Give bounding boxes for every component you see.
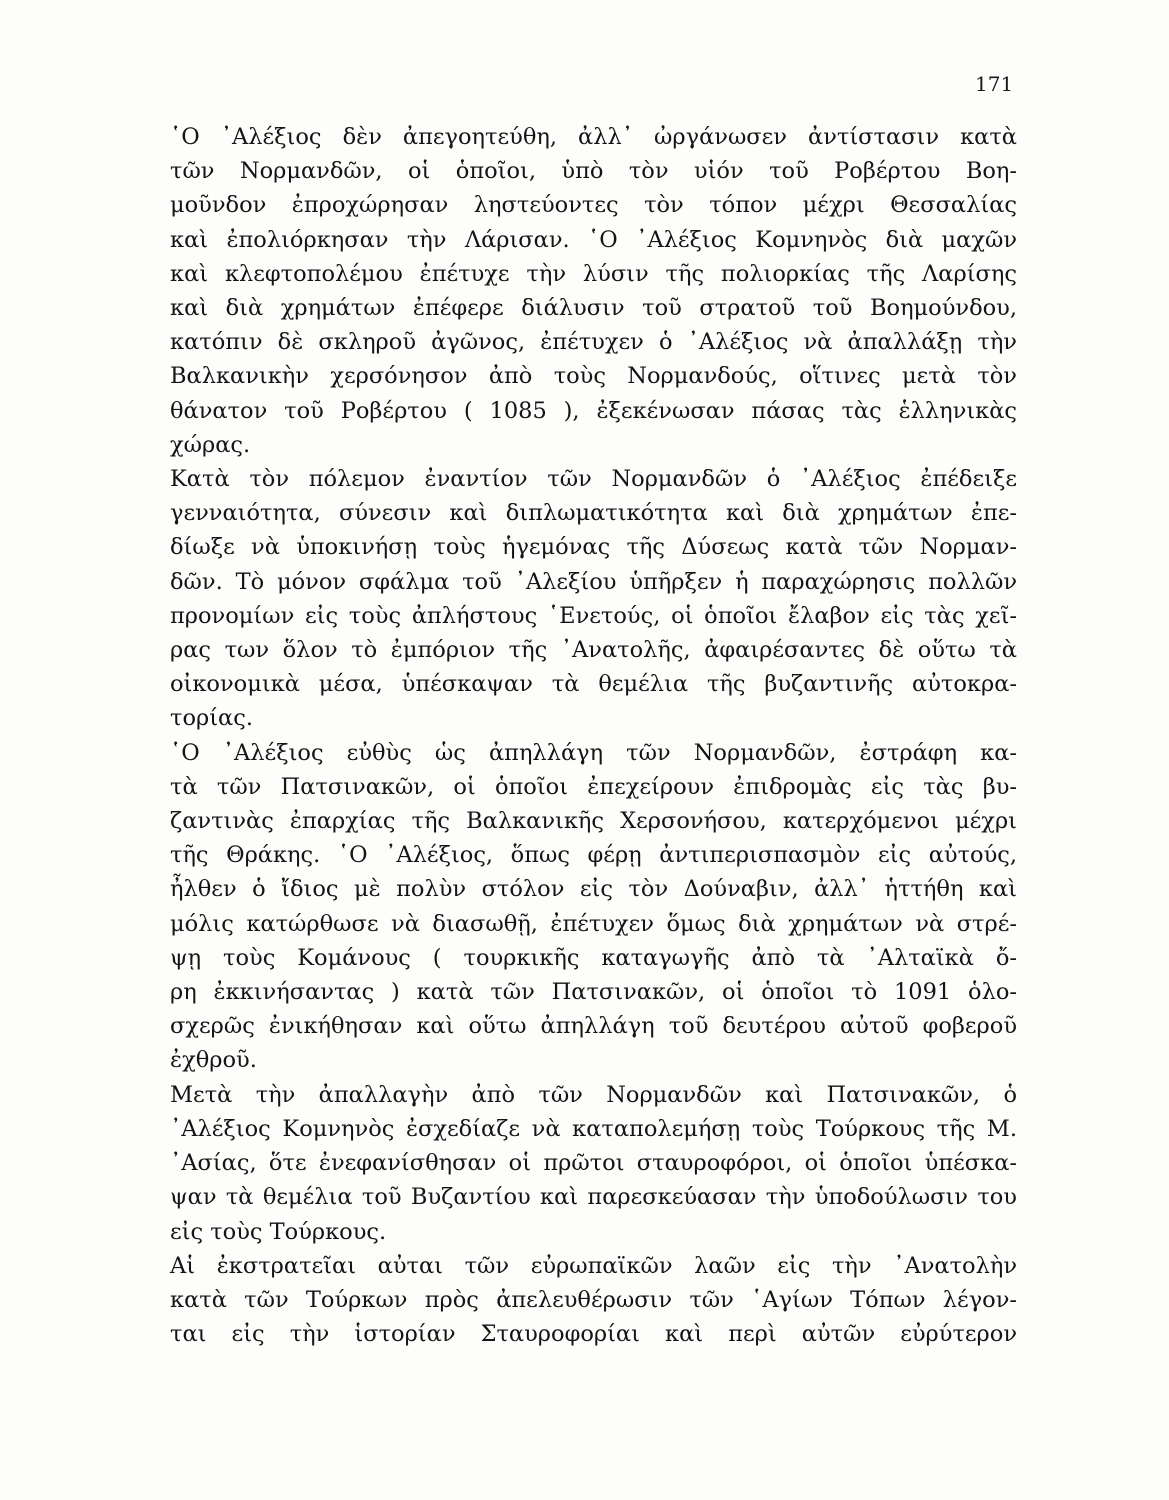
text-line: ῾Ο ᾿Αλέξιος εὐθὺς ὡς ἀπηλλάγη τῶν Νορμανδῶν, ἐστράφη κα- [170, 739, 1017, 766]
text-line: τῆς Θράκης. ῾Ο ᾿Αλέξιος, ὅπως φέρῃ ἀντιπερισπασμὸν εἰς αὐτούς, [170, 842, 1017, 869]
paragraph-3 [112, 736, 1017, 1078]
text-line: τῶν Νορμανδῶν, οἱ ὁποῖοι, ὑπὸ τὸν υἱόν τοῦ Ροβέρτου Βοη- [170, 158, 1017, 185]
text-line: προνομίων εἰς τοὺς ἀπλήστους ῾Ενετούς, οἱ ὁποῖοι ἔλαβον εἰς τὰς χεῖ- [170, 602, 1017, 629]
text-line: ζαντινὰς ἐπαρχίας τῆς Βαλκανικῆς Χερσονήσου, κατερχόμενοι μέχρι [170, 808, 1017, 835]
text-line: μοῦνδον ἐπροχώρησαν ληστεύοντες τὸν τόπον μέχρι Θεσσαλίας [170, 192, 1017, 219]
text-line: ψαν τὰ θεμέλια τοῦ Βυζαντίου καὶ παρεσκεύασαν τὴν ὑποδούλωσιν του [170, 1184, 1017, 1211]
text-line: ἦλθεν ὁ ἴδιος μὲ πολὺν στόλον εἰς τὸν Δούναβιν, ἀλλ᾿ ἡττήθη καὶ [170, 876, 1017, 903]
text-line: καὶ κλεφτοπολέμου ἐπέτυχε τὴν λύσιν τῆς πολιορκίας τῆς Λαρίσης [170, 260, 1017, 287]
text-line: δῶν. Τὸ μόνον σφάλμα τοῦ ᾿Αλεξίου ὑπῆρξεν ἡ παραχώρησις πολλῶν [170, 568, 1017, 595]
text-line: ᾿Ασίας, ὅτε ἐνεφανίσθησαν οἱ πρῶτοι σταυροφόροι, οἱ ὁποῖοι ὑπέσκα- [170, 1150, 1017, 1177]
paragraph-2 [112, 462, 1017, 736]
text-line: ρας των ὅλον τὸ ἐμπόριον τῆς ᾿Ανατολῆς, ἀφαιρέσαντες δὲ οὕτω τὰ [170, 637, 1017, 664]
paragraph-1 [112, 120, 1017, 462]
paragraph-4 [112, 1078, 1017, 1249]
page-number: 171 [975, 72, 1014, 96]
text-line: καὶ ἐπολιόρκησαν τὴν Λάρισαν. ῾Ο ᾿Αλέξιος Κομνηνὸς διὰ μαχῶν [170, 226, 1017, 253]
paragraph-5 [112, 1249, 1017, 1352]
text-line: Βαλκανικὴν χερσόνησον ἀπὸ τοὺς Νορμανδούς, οἵτινες μετὰ τὸν [170, 363, 1017, 390]
text-line: οἰκονομικὰ μέσα, ὑπέσκαψαν τὰ θεμέλια τῆς βυζαντινῆς αὐτοκρα- [170, 671, 1017, 698]
text-line: εἰς τοὺς Τούρκους. [170, 1218, 387, 1245]
text-line: ψῃ τοὺς Κομάνους ( τουρκικῆς καταγωγῆς ἀπὸ τὰ ᾿Αλταϊκὰ ὄ- [170, 944, 1017, 971]
text-line: Μετὰ τὴν ἀπαλλαγὴν ἀπὸ τῶν Νορμανδῶν καὶ Πατσινακῶν, ὁ [170, 1081, 1017, 1108]
text-line: μόλις κατώρθωσε νὰ διασωθῇ, ἐπέτυχεν ὅμως διὰ χρημάτων νὰ στρέ- [170, 910, 1017, 937]
text-line: τὰ τῶν Πατσινακῶν, οἱ ὁποῖοι ἐπεχείρουν ἐπιδρομὰς εἰς τὰς βυ- [170, 773, 1017, 800]
text-line: σχερῶς ἐνικήθησαν καὶ οὕτω ἀπηλλάγη τοῦ δευτέρου αὐτοῦ φοβεροῦ [170, 1013, 1017, 1040]
text-line: κατὰ τῶν Τούρκων πρὸς ἀπελευθέρωσιν τῶν ῾Αγίων Τόπων λέγον- [170, 1286, 1017, 1313]
text-line: ἐχθροῦ. [170, 1047, 257, 1074]
text-line: ῾Ο ᾿Αλέξιος δὲν ἀπεγοητεύθη, ἀλλ᾿ ὠργάνωσεν ἀντίστασιν κατὰ [170, 124, 1017, 150]
text-line: τορίας. [170, 705, 253, 732]
text-line: χώρας. [170, 431, 251, 458]
text-line: δίωξε νὰ ὑποκινήσῃ τοὺς ἡγεμόνας τῆς Δύσεως κατὰ τῶν Νορμαν- [170, 534, 1017, 561]
text-line: γενναιότητα, σύνεσιν καὶ διπλωματικότητα καὶ διὰ χρημάτων ἐπε- [170, 500, 1017, 527]
text-line: Αἱ ἐκστρατεῖαι αὐται τῶν εὐρωπαϊκῶν λαῶν εἰς τὴν ᾿Ανατολὴν [170, 1252, 1017, 1279]
text-line: ρη ἐκκινήσαντας ) κατὰ τῶν Πατσινακῶν, οἱ ὁποῖοι τὸ 1091 ὁλο- [170, 979, 1017, 1006]
text-line: ται εἰς τὴν ἱστορίαν Σταυροφορίαι καὶ περὶ αὐτῶν εὐρύτερον [170, 1321, 1017, 1348]
text-line: Κατὰ τὸν πόλεμον ἐναντίον τῶν Νορμανδῶν ὁ ᾿Αλέξιος ἐπέδειξε [170, 466, 1017, 493]
text-line: κατόπιν δὲ σκληροῦ ἀγῶνος, ἐπέτυχεν ὁ ᾿Αλέξιος νὰ ἀπαλλάξῃ τὴν [170, 329, 1017, 356]
text-line: θάνατον τοῦ Ροβέρτου ( 1085 ), ἐξεκένωσαν πάσας τὰς ἑλληνικὰς [170, 397, 1017, 424]
text-line: καὶ διὰ χρημάτων ἐπέφερε διάλυσιν τοῦ στρατοῦ τοῦ Βοημούνδου, [170, 295, 1017, 322]
text-line: ᾿Αλέξιος Κομνηνὸς ἐσχεδίαζε νὰ καταπολεμήσῃ τοὺς Τούρκους τῆς Μ. [170, 1115, 1017, 1142]
body-text [112, 120, 1017, 1351]
